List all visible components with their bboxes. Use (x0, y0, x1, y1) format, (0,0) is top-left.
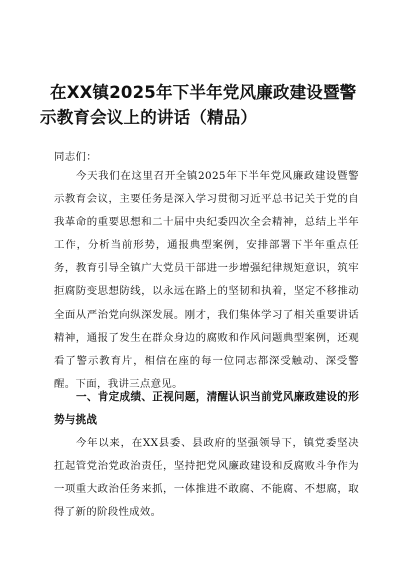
document-title: 在XX镇2025年下半年党风廉政建设暨警示教育会议上的讲话（精品） (40, 83, 357, 127)
paragraph-section-1: 今年以来，在XX县委、县政府的坚强领导下，镇党委坚决扛起管党治党政治责任，坚持把党风廉政建设和反腐败斗争作为一项重大政治任务来抓，一体推进不敢腐、不能腐、不想腐，取得了新的阶段性成效。 (54, 437, 359, 519)
paragraph-opening: 今天我们在这里召开全镇2025年下半年党风廉政建设暨警示教育会议，主要任务是深入学习贯彻习近平总书记关于党的自我革命的重要思想和二十届中央纪委四次全会精神，总结上半年工作，分析当前形势，通报典型案例，安排部署下半年重点任务，教育引导全镇广大党员干部进一步增强纪律规矩意识，筑牢拒腐防变思想防线，以永远在路上的坚韧和执着，坚定不移推动全面从严治党向纵深发展。刚才，我们集体学习了相关重要讲话精神，通报了发生在群众身边的腐败和作风问题典型案例，还观看了警示教育片，相信在座的每一位同志都深受触动、深受警醒。下面，我讲三点意见。 (54, 170, 359, 390)
salutation: 同志们： (54, 151, 97, 163)
section-heading-1: 一、肯定成绩、正视问题，清醒认识当前党风廉政建设的形势与挑战 (54, 391, 359, 426)
